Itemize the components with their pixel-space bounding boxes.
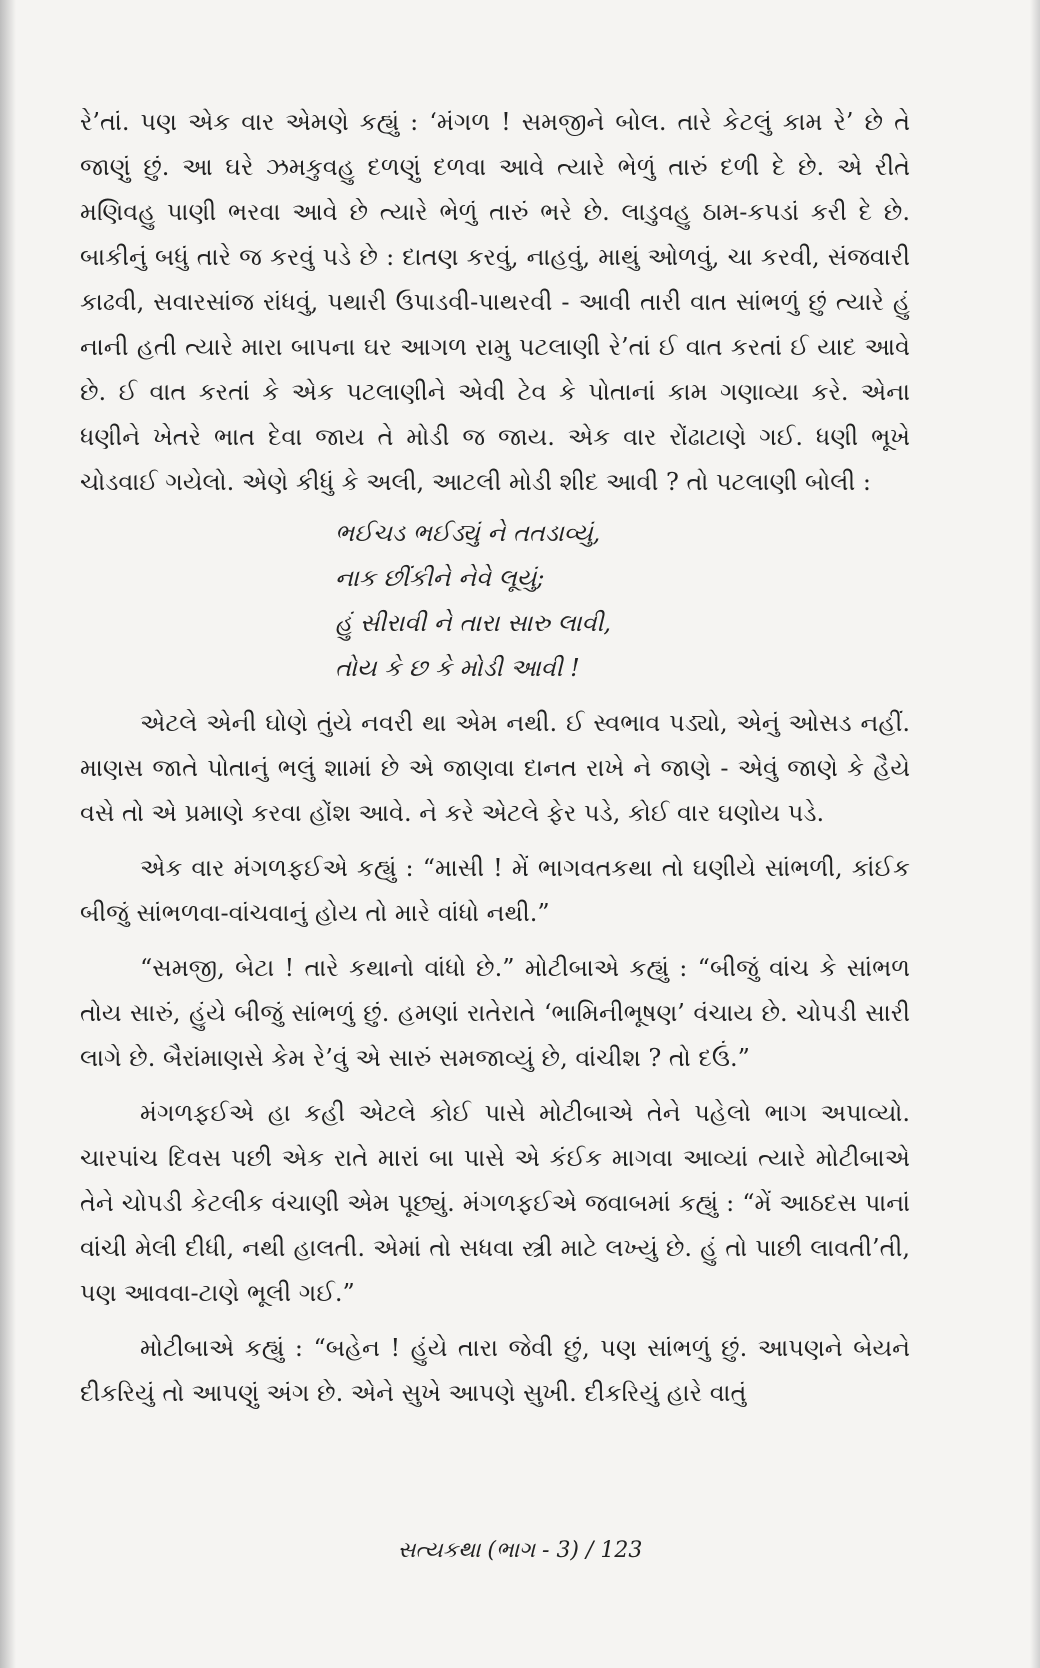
page-footer: સત્યકથા (ભાગ - 3) / 123 (397, 1538, 643, 1563)
poem-stanza (80, 511, 910, 691)
paragraph-5: મંગળફઈએ હા કહી એટલે કોઈ પાસે મોટીબાએ તેને પહેલો ભાગ અપાવ્યો. ચારપાંચ દિવસ પછી એક રાતે મારાં બા પાસે એ કંઈક માગવા આવ્યાં ત્યારે મોટીબાએ તેને ચોપડી કેટલીક વંચાણી એમ પૂછ્યું. મંગળફઈએ જવાબમાં કહ્યું : “મેં આઠદસ પાનાં વાંચી મેલી દીધી, નથી હાલતી. એમાં તો સધવા સ્ત્રી માટે લખ્યું છે. હું તો પાછી લાવતી’તી, પણ આવવા-ટાણે ભૂલી ગઈ.” (80, 1099, 910, 1307)
poem-line-3: હું સીરાવી ને તારા સારુ લાવી, (335, 609, 611, 637)
paragraph-2: એટલે એની ઘોણે તુંયે નવરી થા એમ નથી. ઈ સ્વભાવ પડ્યો, એનું ઓસડ નહીં. માણસ જાતે પોતાનું ભલું શામાં છે એ જાણવા દાનત રાખે ને જાણે - એવું જાણે કે હૈયે વસે તો એ પ્રમાણે કરવા હોંશ આવે. ને કરે એટલે ફેર પડે, કોઈ વાર ઘણોય પડે. (80, 709, 910, 827)
poem-line-2: નાક છીંકીને નેવે લૂયું; (335, 564, 545, 592)
paragraph-1: રે’તાં. પણ એક વાર એમણે કહ્યું : ‘મંગળ ! સમજીને બોલ. તારે કેટલું કામ રે’ છે તે જાણું છું. આ ઘરે ઝમકુવહુ દળણું દળવા આવે ત્યારે ભેળું તારું દળી દે છે. એ રીતે મણિવહુ પાણી ભરવા આવે છે ત્યારે ભેળું તારું ભરે છે. લાડુવહુ ઠામ-કપડાં કરી દે છે. બાકીનું બધું તારે જ કરવું પડે છે : દાતણ કરવું, નાહવું, માથું ઓળવું, ચા કરવી, સંજવારી કાઢવી, સવારસાંજ રાંધવું, પથારી ઉપાડવી-પાથરવી - આવી તારી વાત સાંભળું છું ત્યારે હું નાની હતી ત્યારે મારા બાપના ઘર આગળ રામુ પટલાણી રે’તાં ઈ વાત કરતાં ઈ યાદ આવે છે. ઈ વાત કરતાં કે એક પટલાણીને એવી ટેવ કે પોતાનાં કામ ગણાવ્યા કરે. એના ધણીને ખેતરે ભાત દેવા જાય તે મોડી જ જાય. એક વાર રોંઢાટાણે ગઈ. ધણી ભૂખે ચોડવાઈ ગયેલો. એણે કીધું કે અલી, આટલી મોડી શીદ આવી ? તો પટલાણી બોલી : (80, 108, 910, 496)
poem-line-1: ભઈચડ ભઈડ્યું ને તતડાવ્યું, (335, 519, 601, 547)
page-edge-shadow (0, 0, 16, 1668)
poem-line-4: તોય કે છ કે મોડી આવી ! (335, 654, 580, 682)
page-edge-shadow-right (1030, 0, 1040, 1668)
paragraph-4: “સમજી, બેટા ! તારે કથાનો વાંધો છે.” મોટીબાએ કહ્યું : “બીજું વાંચ કે સાંભળ તોય સારું, હુંયે બીજું સાંભળું છું. હમણાં રાતેરાતે ‘ભામિનીભૂષણ’ વંચાય છે. ચોપડી સારી લાગે છે. બૈરાંમાણસે કેમ રે’વું એ સારું સમજાવ્યું છે, વાંચીશ ? તો દઉં.” (80, 954, 910, 1072)
paragraph-6: મોટીબાએ કહ્યું : “બહેન ! હુંયે તારા જેવી છું, પણ સાંભળું છું. આપણને બેયને દીકરિયું તો આપણું અંગ છે. એને સુખે આપણે સુખી. દીકરિયું હારે વાતું (80, 1334, 910, 1407)
paragraph-3: એક વાર મંગળફઈએ કહ્યું : “માસી ! મેં ભાગવતકથા તો ઘણીયે સાંભળી, કાંઈક બીજું સાંભળવા-વાંચવાનું હોય તો મારે વાંધો નથી.” (80, 854, 910, 927)
body-text (80, 100, 910, 1416)
